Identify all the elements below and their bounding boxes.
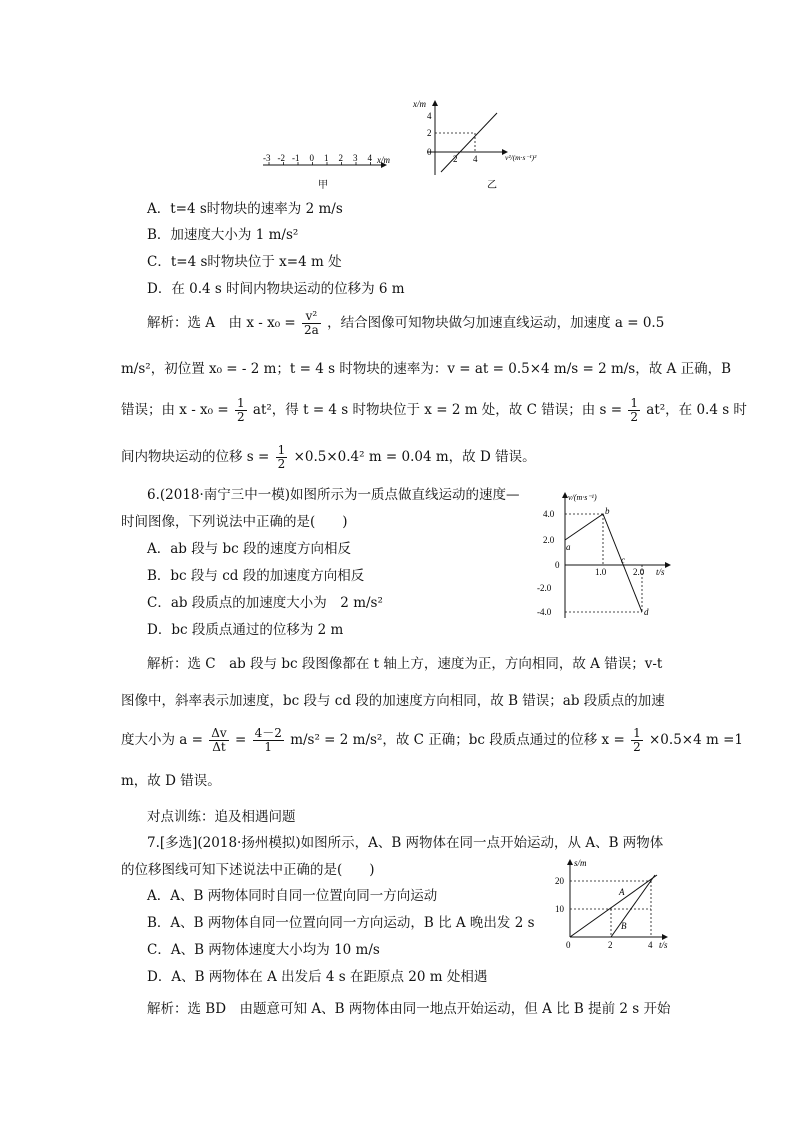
q5-solution-line3: 错误；由 x - x₀ = $\frac{1}{2}$ at²，得 t = 4 s 时物块位于 x = 2 m 处，故 C 错误；由 s = $\frac{1}{2}$ at²，在 0.4 s 时	[121, 396, 747, 424]
jia-tick-label: -2	[277, 153, 285, 163]
q6-stem-line2: 时间图像，下列说法中正确的是( )	[121, 514, 348, 530]
q7-option-c: C．A、B 两物体速度大小均为 10 m/s	[147, 942, 380, 958]
jia-tick-label: 2	[338, 153, 343, 163]
q6-y-label: v/(m·s⁻¹)	[568, 493, 597, 502]
yi-y-tick: 2	[427, 128, 432, 138]
q6-point-b: b	[605, 506, 610, 516]
q6-solution-line1: 解析：选 C ab 段与 bc 段图像都在 t 轴上方，速度为正，方向相同，故 A 错误；v-t	[147, 656, 663, 672]
yi-x-label: v²/(m·s⁻¹)²	[505, 153, 537, 162]
jia-axis-label: x/m	[377, 155, 390, 165]
q6-vt-line	[565, 514, 642, 612]
q7-x-tick: 4	[648, 940, 653, 950]
q6-solution-line4: m，故 D 错误。	[121, 773, 221, 789]
q7-series-b-label: B	[621, 921, 627, 931]
q7-stem-line1: 7.[多选](2018·扬州模拟)如图所示，A、B 两物体在同一点开始运动，从 A、B 两物体	[147, 835, 664, 851]
q6-y-tick: 4.0	[543, 509, 555, 519]
jia-tick-label: 4	[367, 153, 372, 163]
q6-option-b: B．bc 段与 cd 段的加速度方向相反	[147, 568, 365, 584]
yi-x-tick: 4	[473, 154, 478, 164]
jia-tick-label: 3	[353, 153, 358, 163]
q5-solution-line1: 解析：选 A 由 x - x₀ = $\frac{\text{v²}}{2a}$ ，结合图像可知物块做匀加速直线运动，加速度 a = 0.5	[147, 309, 665, 337]
q7-series-a-label: A	[619, 887, 625, 897]
q7-x-label: t/s	[659, 940, 668, 950]
q5-option-c: C．t=4 s时物块位于 x=4 m 处	[147, 254, 342, 270]
q7-y-tick: 20	[555, 876, 564, 886]
q6-point-c: c	[621, 555, 625, 565]
jia-tick-label: 1	[324, 153, 329, 163]
q6-option-a: A．ab 段与 bc 段的速度方向相反	[147, 541, 352, 557]
q6-point-a: a	[566, 542, 571, 552]
yi-y-tick: 4	[427, 111, 432, 121]
q6-stem-line1: 6.(2018·南宁三中一模)如图所示为一质点做直线运动的速度—	[147, 487, 520, 503]
q6-y-tick: 2.0	[543, 535, 555, 545]
q6-point-d: d	[644, 607, 649, 617]
yi-x-tick: 2	[453, 154, 458, 164]
q6-x-tick: 1.0	[595, 567, 607, 577]
q6-y-tick: -4.0	[537, 607, 552, 617]
q6-y-tick: -2.0	[537, 583, 552, 593]
q7-option-b: B．A、B 两物体自同一位置向同一方向运动，B 比 A 晚出发 2 s	[147, 915, 535, 931]
q5-solution-line2: m/s²，初位置 x₀ = - 2 m；t = 4 s 时物块的速率为：v = at = 0.5×4 m/s = 2 m/s，故 A 正确，B	[121, 361, 731, 377]
q5-option-b: B．加速度大小为 1 m/s²	[147, 227, 299, 243]
q6-x-label: t/s	[656, 567, 665, 577]
yi-y-label: x/m	[413, 99, 426, 109]
q7-st-chart	[545, 855, 680, 950]
q6-option-d: D．bc 段质点通过的位移为 2 m	[147, 622, 344, 638]
section-title: 对点训练：追及相遇问题	[147, 809, 296, 825]
q5-solution-line4: 间内物块运动的位移 s = $\frac{1}{2}$ ×0.5×0.4² m = 0.04 m，故 D 错误。	[121, 443, 536, 471]
q6-vt-chart	[535, 488, 680, 623]
q7-series-b-line	[611, 875, 655, 937]
q7-series-a-line	[570, 875, 657, 937]
q5-option-a: A．t=4 s时物块的速率为 2 m/s	[147, 201, 343, 217]
q7-option-d: D．A、B 两物体在 A 出发后 4 s 在距原点 20 m 处相遇	[147, 969, 488, 985]
jia-caption: 甲	[318, 180, 328, 191]
q7-y-tick: 10	[555, 904, 564, 914]
jia-tick-label: -1	[292, 153, 300, 163]
q6-y-tick: 0	[555, 560, 560, 570]
figure-jia	[255, 145, 405, 195]
q7-x-tick: 2	[608, 940, 613, 950]
q5-option-d: D．在 0.4 s 时间内物块运动的位移为 6 m	[147, 281, 405, 297]
jia-tick-label: -3	[263, 153, 271, 163]
figure-yi	[405, 95, 575, 195]
q7-solution-line1: 解析：选 BD 由题意可知 A、B 两物体由同一地点开始运动，但 A 比 B 提前 2 s 开始	[147, 1001, 671, 1017]
yi-caption: 乙	[487, 180, 497, 191]
yi-line	[441, 113, 497, 172]
q7-y-tick: 0	[566, 940, 571, 950]
q6-solution-line2: 图像中，斜率表示加速度，bc 段与 cd 段的加速度方向相同，故 B 错误；ab 段质点的加速	[121, 693, 665, 709]
q7-stem-line2: 的位移图线可知下述说法中正确的是( )	[121, 862, 375, 878]
q7-y-label: s/m	[574, 858, 587, 868]
jia-tick-label: 0	[309, 153, 314, 163]
q6-x-tick: 2.0	[633, 567, 645, 577]
q6-option-c: C．ab 段质点的加速度大小为 2 m/s²	[147, 595, 383, 611]
q6-solution-line3: 度大小为 a = $\frac{\Delta v}{\Delta t}$ = $\frac{4-2}{1}$ m/s² = 2 m/s²，故 C 正确；bc 段质点通过的位移 x = $\frac{1}{2}$ ×0.5×4 m =1	[121, 726, 743, 754]
yi-y-tick: 0	[427, 147, 432, 157]
q7-option-a: A．A、B 两物体同时自同一位置向同一方向运动	[147, 888, 438, 904]
